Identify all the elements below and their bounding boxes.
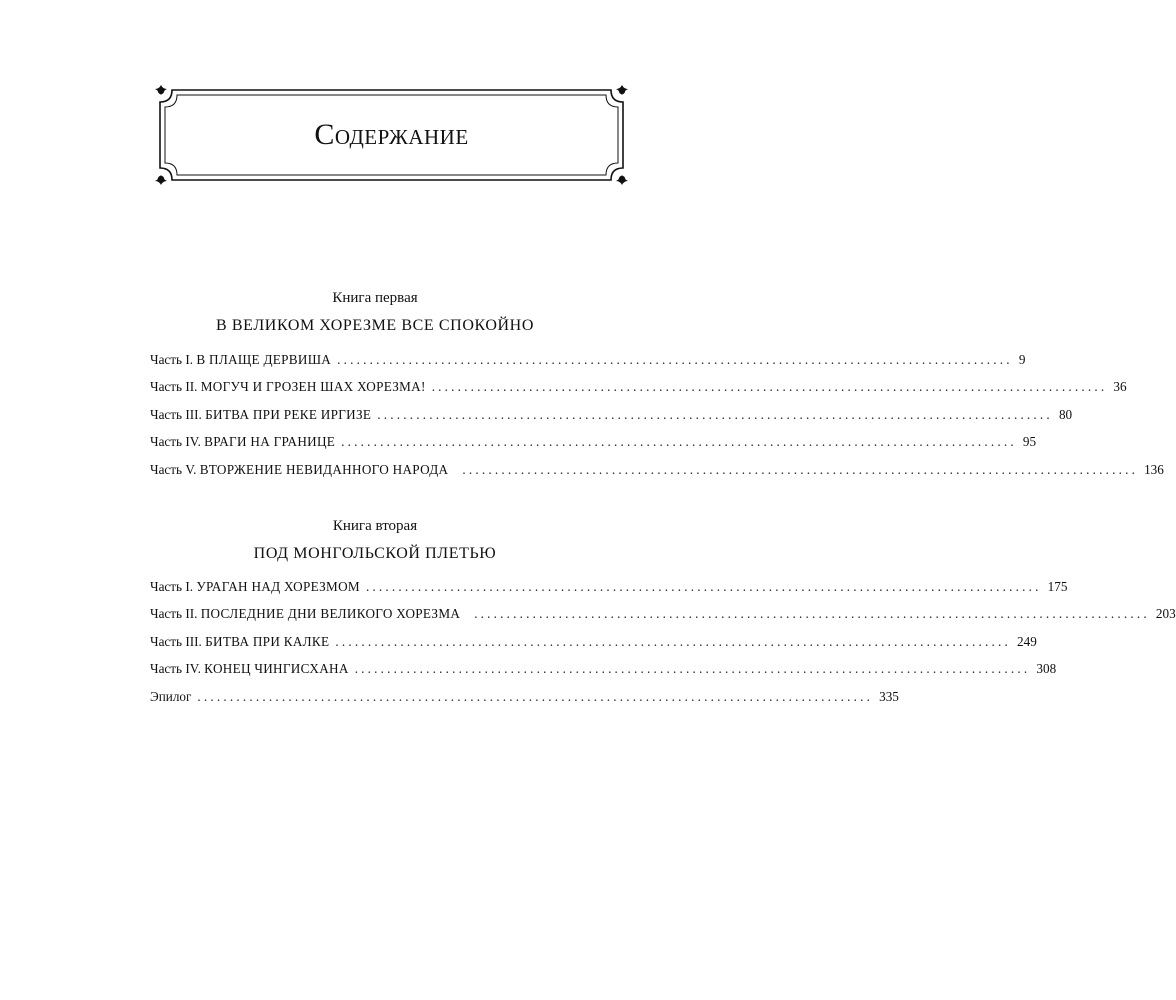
toc-chapter-title: БИТВА ПРИ РЕКЕ ИРГИЗЕ: [205, 406, 372, 422]
book-one-label: Книга первая: [332, 290, 418, 306]
toc-entry[interactable]: [150, 579, 1068, 606]
toc-chapter-title: В ПЛАЩЕ ДЕРВИША: [196, 352, 332, 367]
toc-part: Часть V.: [150, 461, 197, 477]
leader-dots: ........................................................................................................: [365, 579, 1042, 594]
page-title: Содержание: [314, 118, 469, 151]
leader-dots: ........................................................................................................: [377, 406, 1053, 422]
book-two-title: ПОД МОНГОЛЬСКОЙ ПЛЕТЬЮ: [253, 545, 497, 562]
toc-page-number: 9: [1018, 352, 1026, 367]
leader-dots: ........................................................................................................: [462, 461, 1139, 477]
toc-entry[interactable]: [150, 352, 1026, 379]
leader-dots: ........................................................................................................: [197, 688, 874, 704]
book-two-toc: [150, 579, 1176, 716]
book-one-title: В ВЕЛИКОМ ХОРЕЗМЕ ВСЕ СПОКОЙНО: [216, 317, 534, 334]
toc-entry[interactable]: [150, 406, 1073, 434]
leader-dots: ........................................................................................................: [474, 606, 1150, 622]
leader-dots: ........................................................................................................: [431, 379, 1108, 395]
book-two-heading: [0, 518, 750, 563]
toc-chapter-title: УРАГАН НАД ХОРЕЗМОМ: [196, 579, 360, 594]
leader-dots: ........................................................................................................: [335, 633, 1012, 649]
toc-part: Часть IV.: [150, 434, 201, 450]
toc-entry[interactable]: [150, 661, 1057, 688]
leader-dots: ........................................................................................................: [337, 352, 1013, 367]
toc-entry-epilogue[interactable]: [150, 688, 899, 716]
toc-chapter-title: КОНЕЦ ЧИНГИСХАНА: [204, 661, 349, 677]
toc-entry[interactable]: [150, 461, 1164, 489]
toc-page-number: 175: [1047, 579, 1068, 594]
toc-part: Часть III.: [150, 633, 202, 649]
toc-page-number: 95: [1022, 434, 1037, 450]
toc-part: Часть III.: [150, 406, 202, 422]
book-one-heading: [0, 290, 750, 335]
toc-page-number: 249: [1017, 633, 1037, 649]
toc-entry[interactable]: [150, 633, 1037, 661]
toc-chapter-title: МОГУЧ И ГРОЗЕН ШАХ ХОРЕЗМА!: [200, 379, 426, 395]
book-two-label: Книга вторая: [332, 518, 418, 534]
toc-part: Часть I.: [150, 352, 194, 367]
toc-entry[interactable]: [150, 434, 1037, 461]
toc-part: Часть II.: [150, 379, 198, 395]
toc-page-number: 36: [1113, 379, 1127, 395]
toc-entry[interactable]: [150, 606, 1176, 633]
leader-dots: ........................................................................................................: [341, 434, 1017, 450]
toc-entry[interactable]: [150, 379, 1127, 406]
toc-epilogue-label: Эпилог: [150, 688, 192, 704]
toc-chapter-title: ВТОРЖЕНИЕ НЕВИДАННОГО НАРОДА: [199, 461, 449, 477]
toc-chapter-title: БИТВА ПРИ КАЛКЕ: [205, 633, 330, 649]
toc-page-number: 308: [1036, 661, 1057, 677]
toc-page-number: 136: [1144, 461, 1164, 477]
toc-page-number: 203: [1155, 606, 1176, 622]
book-one-toc: [150, 352, 1164, 489]
toc-chapter-title: ВРАГИ НА ГРАНИЦЕ: [204, 434, 336, 450]
toc-chapter-title: ПОСЛЕДНИЕ ДНИ ВЕЛИКОГО ХОРЕЗМА: [200, 606, 461, 622]
toc-part: Часть I.: [150, 579, 194, 594]
toc-page-number: 80: [1058, 406, 1073, 422]
title-frame: [150, 80, 633, 190]
toc-page-number: 335: [879, 688, 899, 704]
toc-part: Часть II.: [150, 606, 198, 622]
leader-dots: ........................................................................................................: [354, 661, 1031, 677]
toc-part: Часть IV.: [150, 661, 201, 677]
